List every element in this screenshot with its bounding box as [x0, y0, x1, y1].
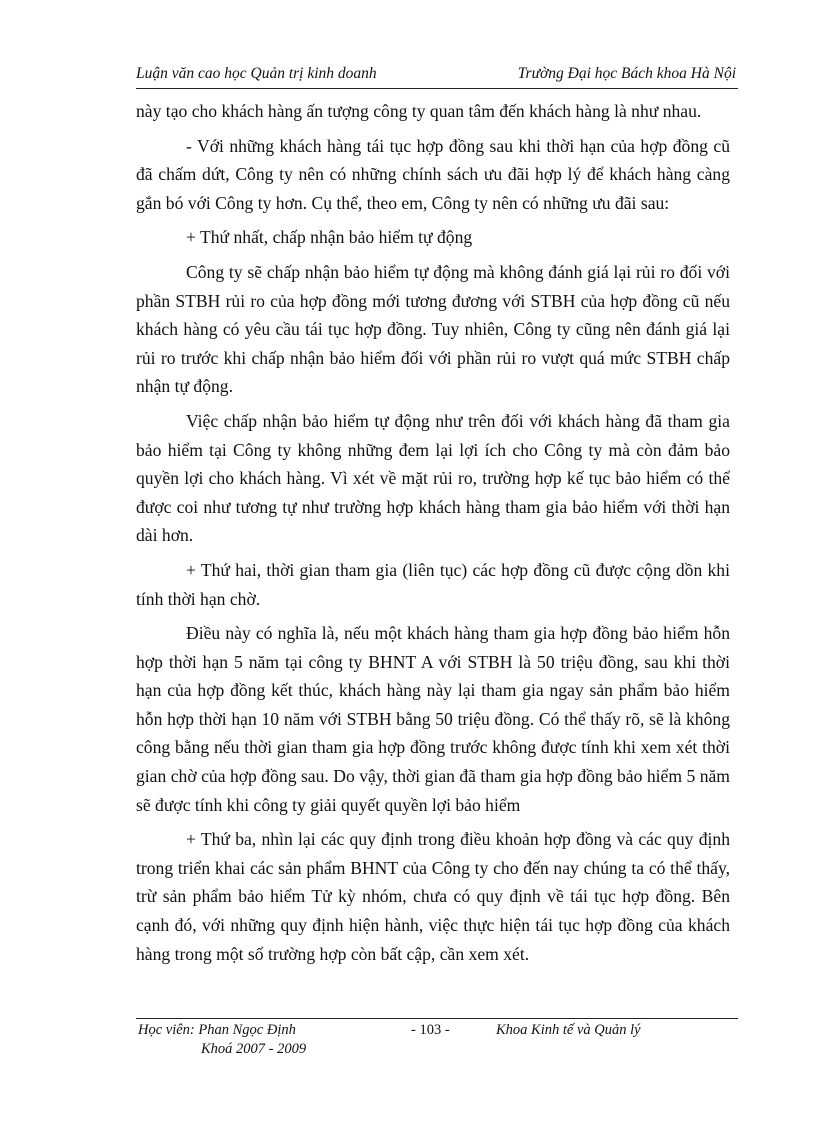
paragraph: Việc chấp nhận bảo hiểm tự động như trên đối với khách hàng đã tham gia bảo hiểm tại Công ty không những đem lại lợi ích cho Công ty mà còn đảm bảo quyền lợi cho khách hàng. Vì xét về mặt rủi ro, trường hợp kế tục bảo hiểm có thể được coi như tương tự như trường hợp khách hàng tham gia bảo hiểm với thời hạn dài hơn. [136, 410, 730, 546]
document-body [136, 97, 730, 974]
header-university: Trường Đại học Bách khoa Hà Nội [517, 65, 736, 82]
paragraph: này tạo cho khách hàng ấn tượng công ty quan tâm đến khách hàng là như nhau. [136, 101, 702, 121]
paragraph: - Với những khách hàng tái tục hợp đồng sau khi thời hạn của hợp đồng cũ đã chấm dứt, Công ty nên có những chính sách ưu đãi hợp lý để khách hàng càng gắn bó với Công ty hơn. Cụ thể, theo em, Công ty nên có những ưu đãi sau: [136, 135, 730, 213]
footer-course: Khoá 2007 - 2009 [201, 1041, 307, 1057]
page-header [136, 62, 738, 89]
paragraph: + Thứ ba, nhìn lại các quy định trong điều khoản hợp đồng và các quy định trong triển khai các sản phẩm BHNT của Công ty cho đến nay chúng ta có thể thấy, trừ sản phẩm bảo hiểm Tử kỳ nhóm, chưa có quy định về tái tục hợp đồng. Bên cạnh đó, với những quy định hiện hành, việc thực hiện tái tục hợp đồng của khách hàng trong một số trường hợp còn bất cập, cần xem xét. [136, 829, 730, 964]
paragraph: Công ty sẽ chấp nhận bảo hiểm tự động mà không đánh giá lại rủi ro đối với phần STBH rủi ro của hợp đồng mới tương đương với STBH của hợp đồng cũ nếu khách hàng có yêu cầu tái tục hợp đồng. Tuy nhiên, Công ty cũng nên đánh giá lại rủi ro trước khi chấp nhận bảo hiểm đối với phần rủi ro vượt quá mức STBH chấp nhận tự động. [136, 261, 730, 397]
footer-student: Học viên: Phan Ngọc Định [138, 1022, 296, 1038]
footer-faculty: Khoa Kinh tế và Quản lý [496, 1022, 641, 1038]
paragraph: + Thứ nhất, chấp nhận bảo hiểm tự động [186, 227, 473, 248]
page-footer [136, 1018, 738, 1069]
paragraph: + Thứ hai, thời gian tham gia (liên tục) các hợp đồng cũ được cộng dồn khi tính thời hạn chờ. [136, 559, 730, 609]
page-number: - 103 - [411, 1022, 450, 1038]
header-thesis-title: Luận văn cao học Quản trị kinh doanh [136, 65, 377, 82]
paragraph: Điều này có nghĩa là, nếu một khách hàng tham gia hợp đồng bảo hiểm hỗn hợp thời hạn 5 năm tại công ty BHNT A với STBH là 50 triệu đồng, sau khi thời hạn của hợp đồng kết thúc, khách hàng này lại tham gia ngay sản phẩm bảo hiểm hỗn hợp thời hạn 10 năm với STBH bằng 50 triệu đồng. Có thể thấy rõ, sẽ là không công bằng nếu thời gian tham gia hợp đồng trước không được tính khi xem xét thời gian chờ của hợp đồng sau. Do vậy, thời gian đã tham gia hợp đồng bảo hiểm 5 năm sẽ được tính khi công ty giải quyết quyền lợi bảo hiểm [136, 623, 730, 815]
